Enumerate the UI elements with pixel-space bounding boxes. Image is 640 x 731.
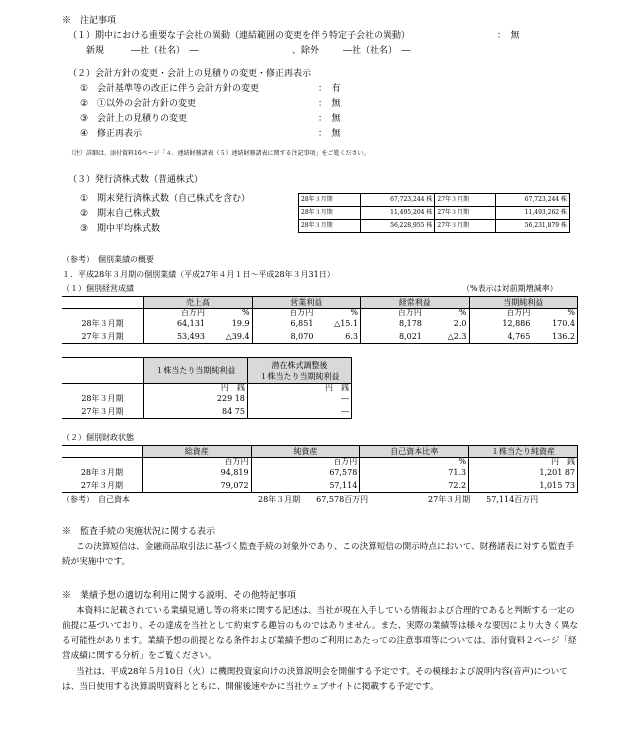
audit-heading: ※ 監査手続の実施状況に関する表示	[62, 527, 216, 537]
unit-cell: %	[532, 309, 577, 318]
shares-label: 期末発行済株式数（自己株式を含む）	[97, 194, 251, 204]
notes-heading: ※ 注記事項	[62, 16, 117, 26]
exclude-value: ―社（社名） ―	[343, 46, 411, 56]
period-cell: 27年３月期	[62, 406, 143, 419]
table-row	[299, 207, 570, 220]
empty-cell	[62, 309, 144, 318]
column-header: 当期純利益	[469, 297, 578, 309]
period-cell: 28年３月期	[81, 394, 124, 403]
shares-heading: （３）発行済株式数（普通株式）	[68, 175, 204, 185]
unit-cell: %	[360, 458, 469, 467]
equity-27: 27年３月期 57,114百万円	[428, 495, 539, 504]
position-subheading: （２）個別財政状態	[62, 433, 134, 442]
value-cell: 170.4	[532, 318, 577, 331]
reference-title: １．平成28年３月期の個別業績（平成27年４月１日～平成28年３月31日）	[62, 270, 335, 279]
unit-cell: 円 銭	[143, 384, 247, 393]
shares-no: ①	[80, 194, 89, 204]
value-cell: 12,886	[502, 319, 531, 328]
forecast-body-2: 当社は、平成28年５月10日（火）に機関投資家向けの決算説明会を開催する予定です。その模様および説明内容(音声)については、当日使用する決算説明資料とともに、開催後速やかに当社ウェブサイトに掲載する予定です。	[62, 667, 568, 692]
results-table	[62, 296, 578, 344]
value-cell: 4,765	[469, 331, 532, 344]
policy-no: ①	[80, 84, 89, 94]
unit-cell: 百万円	[397, 308, 422, 318]
value-cell: 84 75	[143, 406, 247, 419]
unit-cell: 百万円	[289, 308, 314, 318]
table-row	[62, 480, 578, 493]
table-row	[62, 467, 578, 480]
value-cell: 229 18	[143, 393, 247, 406]
policy-note: （注）詳細は、添付資料16ページ「４．連結財務諸表（５）連結財務諸表に関する注記事項」をご覧ください。	[68, 150, 370, 157]
unit-row	[62, 384, 352, 393]
column-header: 自己資本比率	[360, 446, 469, 458]
value-cell: 11,495,204 株	[361, 207, 435, 220]
empty-header-cell	[62, 358, 143, 384]
period-cell: 28年３月期	[80, 468, 124, 477]
unit-cell: %	[424, 309, 469, 318]
reference-heading: （参考） 個別業績の概要	[62, 255, 154, 264]
shares-table	[298, 193, 570, 233]
column-header: 経常利益	[361, 297, 469, 309]
equity-label: （参考） 自己資本	[62, 495, 130, 504]
column-header: 純資産	[251, 446, 360, 458]
column-header: 総資産	[142, 446, 251, 458]
eps-header: １株当たり当期純利益	[143, 358, 247, 384]
shares-label: 期中平均株式数	[97, 224, 161, 234]
value-cell: △15.1	[315, 318, 360, 331]
policy-label: 会計基準等の改正に伴う会計方針の変更	[97, 84, 260, 94]
value-cell: 56,228,955 株	[361, 220, 435, 233]
unit-cell: 円 銭	[469, 458, 578, 467]
period-cell: 27年３月期	[62, 331, 144, 344]
period-cell: 28年３月期	[299, 207, 361, 220]
unit-cell: 百万円	[251, 458, 360, 467]
shares-label: 期末自己株式数	[97, 209, 161, 219]
table-header-row	[62, 358, 352, 384]
diluted-header-line1: 潜在株式調整後	[271, 360, 328, 370]
value-cell: 67,723,244 株	[495, 194, 569, 207]
table-row	[299, 194, 570, 207]
column-header: 営業利益	[252, 297, 360, 309]
value-cell: 71.3	[360, 467, 469, 480]
period-cell: 28年３月期	[299, 194, 361, 207]
forecast-body: 本資料に記載されている業績見通し等の将来に関する記述は、当社が現在入手している情報および合理的であると判断する一定の前提に基づいており、その達成を当社として約束する趣旨のものではありません。また、実際の業績等は様々な要因により大きく異なる可能性があります。業績予想の前提となる条件および業績予想のご利用にあたっての注意事項等については、添付資料２ページ「経営成績に関する分析」をご覧ください。	[62, 606, 579, 661]
value-cell: 72.2	[360, 480, 469, 493]
empty-header-cell	[62, 297, 144, 309]
value-cell: 6,851	[290, 319, 314, 328]
period-cell: 28年３月期	[81, 319, 124, 328]
policy-label: ①以外の会計方針の変更	[97, 99, 197, 109]
shares-no: ②	[80, 209, 89, 219]
period-cell: 27年３月期	[435, 194, 495, 207]
value-cell: 57,114	[251, 480, 360, 493]
value-cell: 19.9	[207, 318, 252, 331]
table-row	[62, 406, 352, 419]
table-row	[62, 393, 352, 406]
period-cell: 27年３月期	[62, 480, 142, 493]
subsidiary-change-value: ： 無	[497, 31, 520, 41]
unit-cell: 百万円	[144, 309, 207, 318]
value-cell: ―	[247, 393, 351, 406]
value-cell: △2.3	[424, 331, 469, 344]
exclude-label: 、除外	[292, 46, 320, 56]
value-cell: 1,201 87	[469, 467, 578, 480]
period-cell: 27年３月期	[435, 220, 495, 233]
value-cell: 64,131	[144, 318, 207, 331]
value-cell: 11,493,262 株	[495, 207, 569, 220]
eps-table	[62, 357, 352, 419]
empty-header-cell	[62, 446, 142, 458]
audit-body: この決算短信は、金融商品取引法に基づく監査手続の対象外であり、この決算短信の開示時点において、財務諸表に対する監査手続が実施中です。	[62, 542, 575, 567]
value-cell: 56,231,879 株	[495, 220, 569, 233]
policy-value: ： 有	[318, 84, 341, 94]
results-subheading: （１）個別経営成績	[62, 284, 134, 293]
unit-row	[62, 458, 578, 467]
new-value: ―社（社名） ―	[131, 46, 199, 56]
value-cell: 53,493	[144, 331, 207, 344]
column-header: 売上高	[144, 297, 252, 309]
unit-cell: 百万円	[142, 458, 251, 467]
diluted-eps-header	[247, 358, 351, 384]
table-row	[299, 220, 570, 233]
policy-value: ： 無	[318, 114, 341, 124]
table-header-row	[62, 446, 578, 458]
results-note: （%表示は対前期増減率）	[462, 284, 558, 293]
table-row	[62, 331, 578, 344]
unit-cell: %	[207, 309, 252, 318]
value-cell: 8,178	[398, 319, 422, 328]
policy-label: 修正再表示	[97, 129, 143, 139]
new-label: 新規	[86, 46, 105, 56]
unit-cell: %	[315, 309, 360, 318]
table-header-row	[62, 297, 578, 309]
value-cell: 1,015 73	[469, 480, 578, 493]
value-cell: 8,021	[361, 331, 424, 344]
unit-row	[62, 309, 578, 318]
period-cell: 28年３月期	[299, 220, 361, 233]
empty-cell	[62, 458, 142, 467]
policy-no: ④	[80, 129, 89, 139]
policy-no: ③	[80, 114, 89, 124]
value-cell: 94,819	[142, 467, 251, 480]
position-table	[62, 445, 578, 493]
value-cell: ―	[247, 406, 351, 419]
value-cell: 136.2	[532, 331, 577, 344]
value-cell: △39.4	[207, 331, 252, 344]
equity-28: 28年３月期 67,578百万円	[258, 495, 369, 504]
diluted-header-line2: １株当たり当期純利益	[259, 371, 340, 381]
policy-no: ②	[80, 99, 89, 109]
policy-label: 会計上の見積りの変更	[97, 114, 188, 124]
column-header: １株当たり純資産	[469, 446, 578, 458]
unit-cell: 円 銭	[247, 384, 351, 393]
period-cell: 27年３月期	[435, 207, 495, 220]
policy-change-heading: （２）会計方針の変更・会計上の見積りの変更・修正再表示	[68, 69, 312, 79]
value-cell: 67,578	[251, 467, 360, 480]
empty-cell	[62, 384, 143, 393]
value-cell: 67,723,244 株	[361, 194, 435, 207]
unit-cell: 百万円	[506, 308, 531, 318]
forecast-heading: ※ 業績予想の適切な利用に関する説明、その他特記事項	[62, 591, 297, 601]
value-cell: 6.3	[315, 331, 360, 344]
shares-no: ③	[80, 224, 89, 234]
value-cell: 79,072	[142, 480, 251, 493]
policy-value: ： 無	[318, 99, 341, 109]
table-row	[62, 318, 578, 331]
subsidiary-change-label: （１）期中における重要な子会社の異動（連結範囲の変更を伴う特定子会社の異動）	[68, 31, 411, 41]
value-cell: 2.0	[424, 318, 469, 331]
value-cell: 8,070	[252, 331, 315, 344]
policy-value: ： 無	[318, 129, 341, 139]
